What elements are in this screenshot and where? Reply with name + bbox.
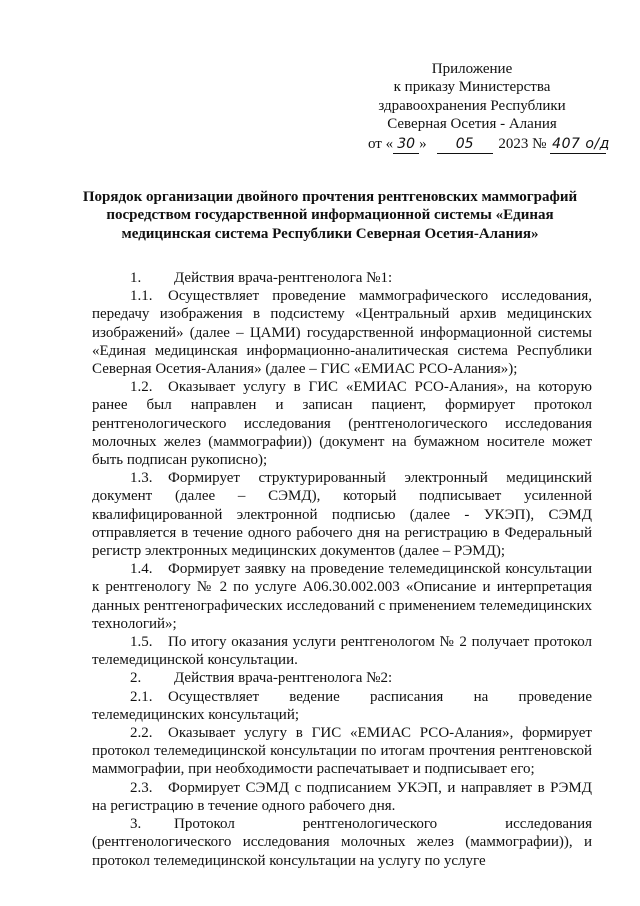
date-mid: » [419,136,427,152]
paragraph [92,378,592,469]
approval-block [342,60,602,134]
paragraph-text: Протокол рентгенологического исследования (рентгенологического исследования молочных желез (маммографии)), и протокол телемедицинской консультации на услугу по услуге [92,816,592,869]
paragraph [92,815,592,870]
paragraph-number: 1.4. [130,561,153,578]
handwritten-month: 05 [437,135,493,154]
paragraph [92,669,592,687]
paragraph-number: 1. [130,270,142,286]
paragraph-text: Формирует заявку на проведение телемедицинской консультации к рентгенологу № 2 по услуге А06.30.002.003 «Описание и интерпретация данных рентгенографических исследований с применением телемедицинских технологий»; [92,561,592,632]
paragraph [92,688,592,724]
approval-line: здравоохранения Республики [378,97,566,114]
paragraph-text: Формирует СЭМД с подписанием УКЭП, и направляет в РЭМД на регистрацию в течение одного рабочего дня. [92,779,592,814]
paragraph [92,560,592,633]
approval-line: к приказу Министерства [393,79,551,96]
document-body [92,269,592,870]
paragraph [92,724,592,779]
approval-line: Северная Осетия - Алания [387,116,557,133]
paragraph [92,633,592,669]
order-date-line [368,135,628,154]
paragraph-number: 1.2. [130,379,153,396]
paragraph-number: 1.1. [130,288,153,305]
paragraph-number: 1.3. [130,470,153,487]
document-title: Порядок организации двойного прочтения рентгеновских маммографий посредством государственной информационной системы «Единая медицинская система Республики Северная Осетия-Алания» [82,189,578,242]
paragraph-text: Действия врача-рентгенолога №1: [174,270,393,286]
paragraph [92,269,592,287]
paragraph-number: 3. [130,816,142,833]
paragraph-text: Оказывает услугу в ГИС «ЕМИАС РСО-Алания», формирует протокол телемедицинской консультации по итогам прочтения рентгеновской маммографии, при необходимости распечатывает и подписывает его; [92,725,592,778]
paragraph-text: Осуществляет проведение маммографического исследования, передачу изображения в подсистему «Центральный архив медицинских изображений» (далее – ЦАМИ) государственной информационной системы «Единая медицинская информационно-аналитическая система Республики Северная Осетия-Алания» (далее – ГИС «ЕМИАС РСО-Алания»); [92,288,592,378]
approval-line: Приложение [431,61,513,77]
paragraph-text: Оказывает услугу в ГИС «ЕМИАС РСО-Алания», на которую ранее был направлен и записан пациент, формирует протокол рентгенологического исследования (рентгенологического исследования молочных желез (маммографии)) (документ на бумажном носителе может быть подписан рукописно); [92,379,592,469]
date-prefix: от « [368,136,394,152]
paragraph-number: 1.5. [130,634,153,651]
paragraph-text: Действия врача-рентгенолога №2: [174,670,393,687]
paragraph [92,779,592,815]
paragraph-text: Формирует структурированный электронный медицинский документ (далее – СЭМД), который подписывает усиленной квалифицированной электронной подписью (далее - УКЭП), СЭМД отправляется в течение одного рабочего дня на регистрацию в Федеральный регистр электронных медицинских документов (далее – РЭМД); [92,470,592,560]
paragraph [92,469,592,560]
paragraph-text: По итогу оказания услуги рентгенологом № 2 получает протокол телемедицинской консультации. [92,634,592,669]
handwritten-day: 30 [393,135,419,154]
paragraph-text: Осуществляет ведение расписания на проведение телемедицинских консультаций; [92,688,592,723]
paragraph-number: 2.1. [130,688,153,705]
paragraph-number: 2. [130,670,142,687]
handwritten-order-number: 407 о/д [550,135,606,154]
paragraph-number: 2.2. [130,725,153,742]
paragraph [92,287,592,378]
date-year-number: 2023 № [498,136,547,152]
paragraph-number: 2.3. [130,779,153,796]
